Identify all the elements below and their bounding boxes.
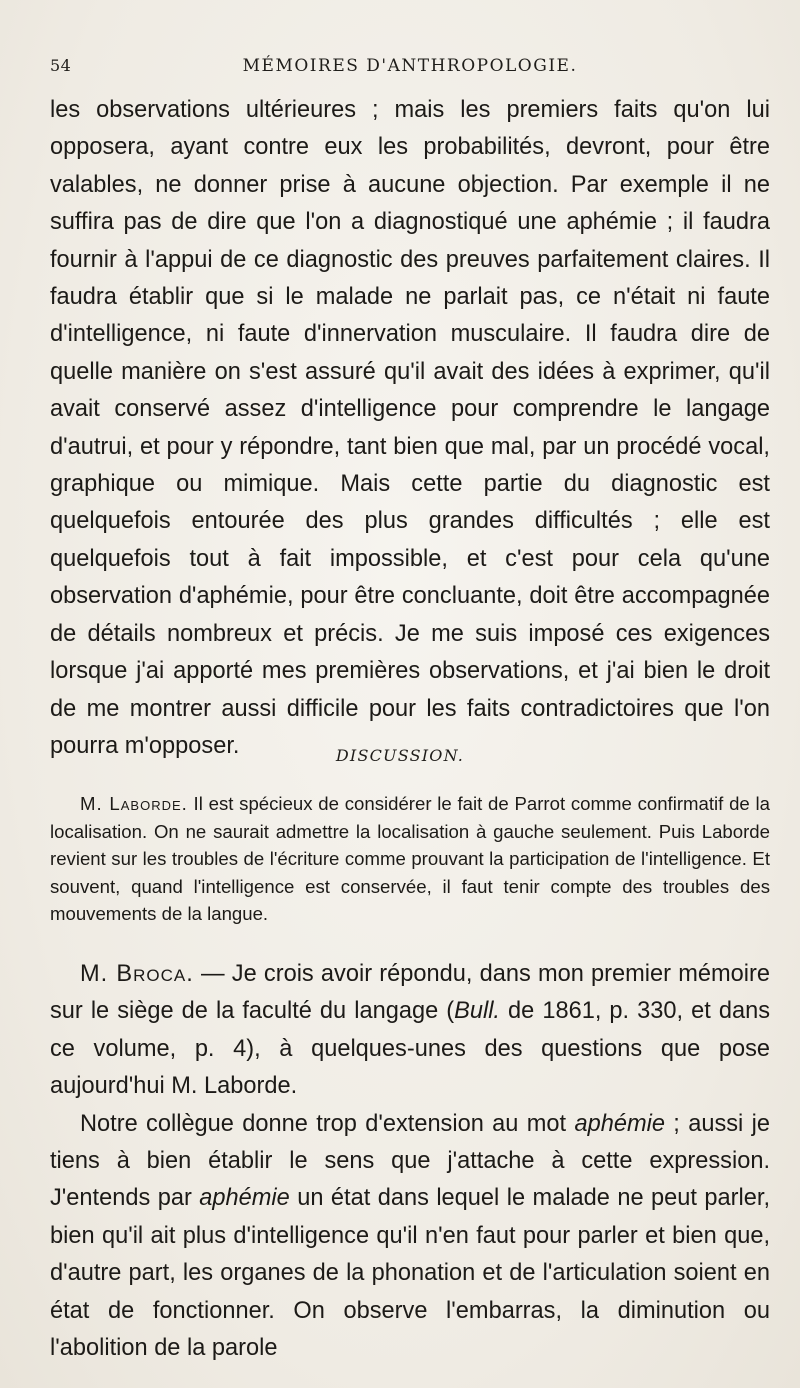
main-paragraph: les observations ultérieures ; mais les premiers faits qu'on lui opposera, ayant contre eux les probabilités, devront, pour être valables, ne donner prise à aucune objection. Par exemple il ne suffira pas de dire que l'on a diagnostiqué une aphémie ; il faudra fournir à l'appui de ce diagnostic des preuves parfaitement claires. Il faudra établir que si le malade ne parlait pas, ce n'était ni faute d'intelligence, ni faute d'innervation musculaire. Il faudra dire de quelle manière on s'est assuré qu'il avait des idées à exprimer, qu'il avait conservé assez d'intelligence pour comprendre le langage d'autrui, et pour y répondre, tant bien que mal, par un procédé vocal, graphique ou mimique. Mais cette partie du diagnostic est quelquefois entourée des plus grandes difficultés ; elle est quelquefois tout à fait impossible, et c'est pour cela qu'une observation d'aphémie, pour être concluante, doit être accompagnée de détails nombreux et précis. Je me suis imposé ces exigences lorsque j'ai apporté mes premières observations, et j'ai bien le droit de me montrer aussi difficile pour les faits contradictoires que l'on pourra m'opposer.	[50, 97, 770, 759]
broca-text-1b: de 1861, p. 330, et dans ce volume, p. 4), à quelques-unes des questions que pose aujourd'hui M. Laborde.	[50, 998, 770, 1100]
broca-paragraph-1	[50, 956, 770, 1106]
broca-text-1a: — Je crois avoir répondu, dans mon premier mémoire sur le siège de la faculté du langage (	[50, 961, 770, 1025]
broca-paragraph-2	[50, 1106, 770, 1368]
running-head	[50, 56, 770, 82]
laborde-text: Il est spécieux de considérer le fait de Parrot comme confirmatif de la localisation. On ne saurait admettre la localisation à gauche seulement. Puis Laborde revient sur les troubles de l'écriture comme prouvant la participation de l'intelligence. Et souvent, quand l'intelligence est conservée, il faut tenir compte des troubles des mouvements de la langue.	[50, 793, 770, 925]
term-aphemie-2: aphémie	[199, 1185, 290, 1212]
broca-reply	[50, 956, 770, 1367]
page-number: 54	[50, 56, 72, 75]
main-text	[50, 92, 770, 765]
laborde-remark	[50, 790, 770, 928]
citation-bull: Bull.	[454, 998, 500, 1025]
speaker-broca: M. Broca.	[80, 961, 194, 987]
running-title: MÉMOIRES D'ANTHROPOLOGIE.	[242, 56, 578, 76]
term-aphemie-1: aphémie	[574, 1110, 665, 1137]
broca-text-2c: un état dans lequel le malade ne peut parler, bien qu'il ait plus d'intelligence qu'il n'en faut pour parler et bien que, d'autre part, les organes de la phonation et de l'articulation soient en état de fonctionner. On observe l'embarras, la diminution ou l'abolition de la parole	[50, 1185, 770, 1362]
discussion-heading: DISCUSSION.	[335, 746, 465, 765]
broca-text-2a: Notre collègue donne trop d'extension au mot	[80, 1110, 575, 1137]
laborde-paragraph	[50, 790, 770, 928]
speaker-laborde: M. Laborde.	[80, 793, 188, 814]
broca-text-2b: ; aussi je tiens à bien établir le sens que j'attache à cette expression. J'entends par	[50, 1110, 770, 1212]
